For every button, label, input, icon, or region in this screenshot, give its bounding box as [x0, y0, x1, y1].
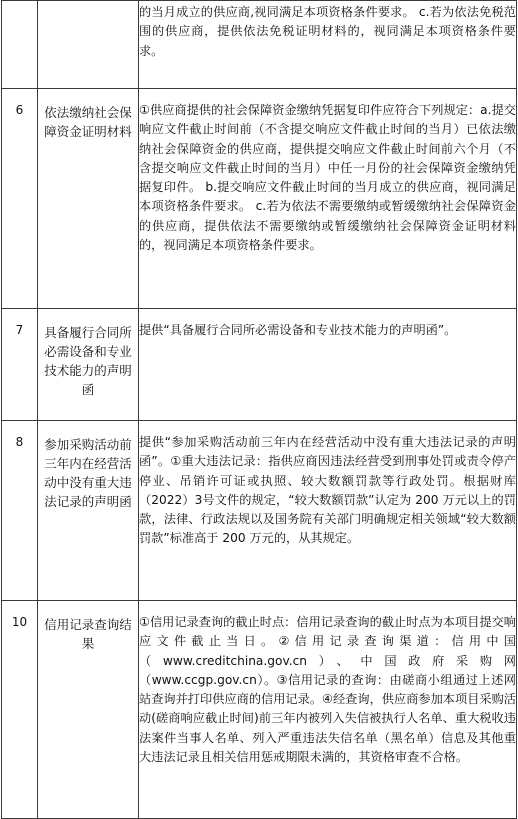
- row-number-cell: [2, 1, 38, 89]
- requirement-name-cell: 参加采购活动前三年内在经营活动中没有重大违法记录的声明函: [38, 421, 139, 601]
- row-number-cell: 8: [2, 421, 38, 601]
- requirement-name-cell: [38, 1, 139, 89]
- row-number-cell: 6: [2, 89, 38, 309]
- requirement-description-cell: 提供“具备履行合同所必需设备和专业技术能力的声明函”。: [139, 309, 517, 421]
- table-row: [2, 1, 517, 89]
- row-number-cell: 7: [2, 309, 38, 421]
- requirement-name-cell: 依法缴纳社会保障资金证明材料: [38, 89, 139, 309]
- table-row: [2, 601, 517, 819]
- qualification-requirements-table: [1, 0, 517, 819]
- requirement-description-cell: 提供“参加采购活动前三年内在经营活动中没有重大违法记录的声明函”。①重大违法记录：指供应商因违法经营受到刑事处罚或责令停产停业、吊销许可证或执照、较大数额罚款等行政处罚。根据财库（2022）3号文件的规定，“较大数额罚款”认定为 200 万元以上的罚款，法律、行政法规以及国务院有关部门明确规定相关领域“较大数额罚款”标准高于 200 万元的，从其规定。: [139, 421, 517, 601]
- requirement-name-cell: 具备履行合同所必需设备和专业技术能力的声明函: [38, 309, 139, 421]
- requirement-description-cell: 的当月成立的供应商,视同满足本项资格条件要求。 c.若为依法免税范围的供应商，提供依法免税证明材料的，视同满足本项资格条件要求。: [139, 1, 517, 89]
- requirement-description-cell: ①供应商提供的社会保障资金缴纳凭据复印件应符合下列规定：a.提交响应文件截止时间前（不含提交响应文件截止时间的当月）已依法缴纳社会保障资金的供应商，提供提交响应文件截止时间前六个月（不含提交响应文件截止时间的当月）中任一月份的社会保障资金缴纳凭据复印件。 b.提交响应文件截止时间的当月成立的供应商，视同满足本项资格条件要求。 c.若为依法不需要缴纳或暂缓缴纳社会保障资金的供应商，提供依法不需要缴纳或暂缓缴纳社会保障资金证明材料的，视同满足本项资格条件要求。: [139, 89, 517, 309]
- requirement-description-cell: ①信用记录查询的截止时点：信用记录查询的截止时点为本项目提交响应文件截止当日。②信用记录查询渠道：信用中国（www.creditchina.gov.cn）、中国政府采购网（www.ccgp.gov.cn）。③信用记录的查询：由磋商小组通过上述网站查询并打印供应商的信用记录。④经查询，供应商参加本项目采购活动(磋商响应截止时间)前三年内被列入失信被执行人名单、重大税收违法案件当事人名单、列入严重违法失信名单（黑名单）信息及其他重大违法记录且相关信用惩戒期限未满的，其资格审查不合格。: [139, 601, 517, 819]
- table-row: [2, 309, 517, 421]
- row-number-cell: 10: [2, 601, 38, 819]
- requirement-name-cell: 信用记录查询结果: [38, 601, 139, 819]
- table-row: [2, 89, 517, 309]
- table-row: [2, 421, 517, 601]
